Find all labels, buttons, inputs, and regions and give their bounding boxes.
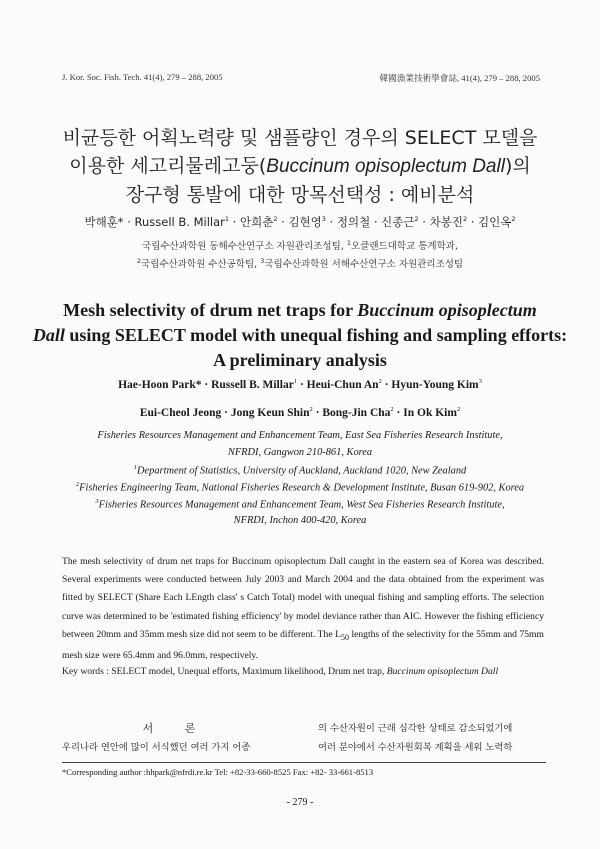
section-heading-introduction: 서 론 — [142, 722, 210, 735]
korean-title — [0, 124, 600, 209]
separator: · — [201, 378, 212, 391]
affiliation-text: Department of Statistics, University of Auckland, Auckland 1020, New Zealand — [137, 465, 467, 477]
separator: · — [467, 215, 479, 229]
separator: · — [277, 215, 289, 229]
english-affiliation-3 — [0, 481, 600, 493]
abstract-text: lengths of the selectivity for the 55mm and 75mm mesh size were 65.4mm and 96.0mm, respectively. — [62, 628, 544, 661]
english-author: Bong-Jin Cha — [322, 406, 391, 419]
affiliation-mark: 3 — [478, 378, 482, 385]
english-author: In Ok Kim — [403, 406, 457, 419]
separator: · — [229, 215, 240, 229]
korean-title-line1: 비균등한 어획노력량 및 샘플량인 경우의 SELECT 모델을 — [62, 127, 538, 149]
english-authors-line1 — [0, 378, 600, 391]
separator: · — [418, 215, 430, 229]
affiliation-mark: 3 — [321, 215, 326, 224]
english-author: Russell B. Millar — [211, 378, 294, 391]
english-title-part: Mesh selectivity of drum net traps for — [63, 300, 358, 320]
english-author: Jong Keun Shin — [230, 406, 310, 419]
footnote-text: Corresponding author :hhpark@nfrdi.re.kr Tel: +82-33-660-8525 Fax: +82- 33-661-8513 — [66, 767, 374, 777]
affiliation-mark: 2 — [390, 406, 394, 413]
korean-author: 김인옥 — [478, 215, 512, 229]
affiliation-mark: 1 — [293, 378, 298, 385]
intro-right-column-line: 의 수산자원이 근래 심각한 상태로 감소되었기에 — [318, 723, 513, 734]
separator: · — [325, 215, 337, 229]
english-author: Hae-Hoon Park* — [118, 378, 202, 391]
korean-title-line3: 장구형 통발에 대한 망목선택성 : 예비분석 — [125, 184, 475, 206]
korean-affiliation: 국립수산과학원 서해수산연구소 자원관리조성팀 — [264, 259, 464, 270]
korean-affiliations-line1 — [0, 238, 600, 252]
affiliation-mark: 2 — [75, 481, 80, 488]
korean-author: 안희춘 — [240, 215, 274, 229]
affiliation-mark: 2 — [456, 406, 461, 413]
keywords-label: Key words : — [62, 666, 112, 677]
abstract-subscript: 50 — [340, 632, 349, 642]
korean-affiliation: 오클랜드대학교 통계학과, — [350, 241, 458, 252]
english-affiliation-1: Fisheries Resources Management and Enhancement Team, East Sea Fisheries Research Institute, — [97, 430, 503, 441]
footnote-divider — [62, 762, 546, 763]
affiliation-mark: 2 — [136, 256, 142, 265]
affiliation-text: Fisheries Resources Management and Enhancement Team, West Sea Fisheries Research Institute, — [98, 499, 505, 511]
affiliation-mark: 2 — [309, 406, 313, 413]
separator: · — [312, 406, 323, 419]
english-author: Eui-Cheol Jeong — [139, 406, 222, 419]
korean-author: Russell B. Millar — [134, 215, 225, 229]
affiliation-mark: 3 — [95, 498, 99, 505]
korean-author: 박해훈* — [84, 215, 124, 229]
english-affiliation-1-cont: NFRDI, Gangwon 210-861, Korea — [227, 447, 373, 458]
affiliation-mark: 1 — [224, 215, 230, 224]
affiliation-mark: 2 — [378, 378, 382, 385]
separator: · — [370, 215, 382, 229]
english-affiliation-4 — [0, 498, 600, 510]
abstract — [62, 553, 544, 665]
english-author: Hyun-Young Kim — [391, 378, 479, 391]
korean-author: 정의철 — [336, 215, 371, 229]
intro-left-column-line: 우리나라 연안에 많이 서식했던 여러 가지 어종 — [62, 742, 251, 753]
english-title-species: Buccinum opisoplectum — [357, 300, 537, 320]
english-affiliation-4-cont: NFRDI, Inchon 400-420, Korea — [233, 515, 367, 526]
korean-author: 김현영 — [288, 215, 322, 229]
affiliation-mark: 1 — [346, 238, 351, 247]
korean-title-line2-prefix: 이용한 세고리물레고둥( — [69, 155, 267, 177]
separator: · — [393, 406, 404, 419]
english-title — [30, 298, 570, 373]
korean-affiliation: 국립수산과학원 수산공학팀, — [141, 259, 261, 270]
korean-title-line2-suffix: )의 — [504, 155, 531, 177]
english-affiliation-2 — [0, 464, 600, 476]
corresponding-author-footnote — [62, 767, 546, 777]
footnote-marker: * — [62, 767, 67, 777]
journal-header-english: J. Kor. Soc. Fish. Tech. 41(4), 279 – 288, 2005 — [62, 72, 223, 82]
korean-author-list — [0, 214, 600, 230]
korean-author: 신종근 — [381, 215, 415, 229]
korean-affiliation: 국립수산과학원 동해수산연구소 자원관리조성팀, — [142, 241, 347, 252]
korean-affiliations-line2 — [0, 256, 600, 270]
intro-right-column-line: 여러 분야에서 수산자원회복 계획을 세워 노력하 — [318, 742, 513, 753]
separator: · — [123, 215, 135, 229]
english-title-part: using SELECT model with unequal fishing and sampling efforts: A preliminary analysis — [64, 325, 568, 370]
page-number: - 279 - — [286, 797, 314, 808]
separator: · — [381, 378, 392, 391]
affiliation-text: Fisheries Engineering Team, National Fisheries Research & Development Institute, Busan 619-902, Korea — [79, 482, 525, 494]
english-title-species: Dall — [32, 325, 65, 345]
keywords — [62, 666, 544, 677]
separator: · — [221, 406, 231, 419]
korean-author: 차봉진 — [429, 215, 463, 229]
affiliation-mark: 1 — [133, 464, 138, 471]
affiliation-mark: 2 — [273, 215, 278, 224]
keywords-species: Buccinum opisoplectum Dall — [386, 666, 499, 677]
affiliation-mark: 2 — [414, 215, 419, 224]
abstract-text: The mesh selectivity of drum net traps for Buccinum opisoplectum Dall caught in the eastern sea of Korea was described. Several experiments were conducted between July 2003 and March 2004 and the data obtained from the experiment was fitted by SELECT (Share Each LEngth class' s Catch Total) model with unequal fishing and sampling efforts. The selection curve was determined to be 'estimated fishing efficiency' by model deviance rather than AIC. However the fishing efficiency between 20mm and 35mm mesh size did not seem to be different. The L — [62, 556, 544, 640]
separator: · — [297, 378, 307, 391]
english-authors-line2 — [0, 406, 600, 419]
korean-title-species: Buccinum opisoplectum Dall — [266, 156, 505, 177]
journal-header-korean: 韓國漁業技術學會誌, 41(4), 279 – 288, 2005 — [379, 73, 540, 83]
english-author: Heui-Chun An — [306, 378, 379, 391]
keywords-text: SELECT model, Unequal efforts, Maximum likelihood, Drum net trap, — [111, 666, 387, 677]
affiliation-mark: 2 — [462, 215, 468, 224]
affiliation-mark: 3 — [260, 256, 265, 265]
affiliation-mark: 2 — [511, 215, 516, 224]
korean-title-line2 — [0, 152, 600, 181]
